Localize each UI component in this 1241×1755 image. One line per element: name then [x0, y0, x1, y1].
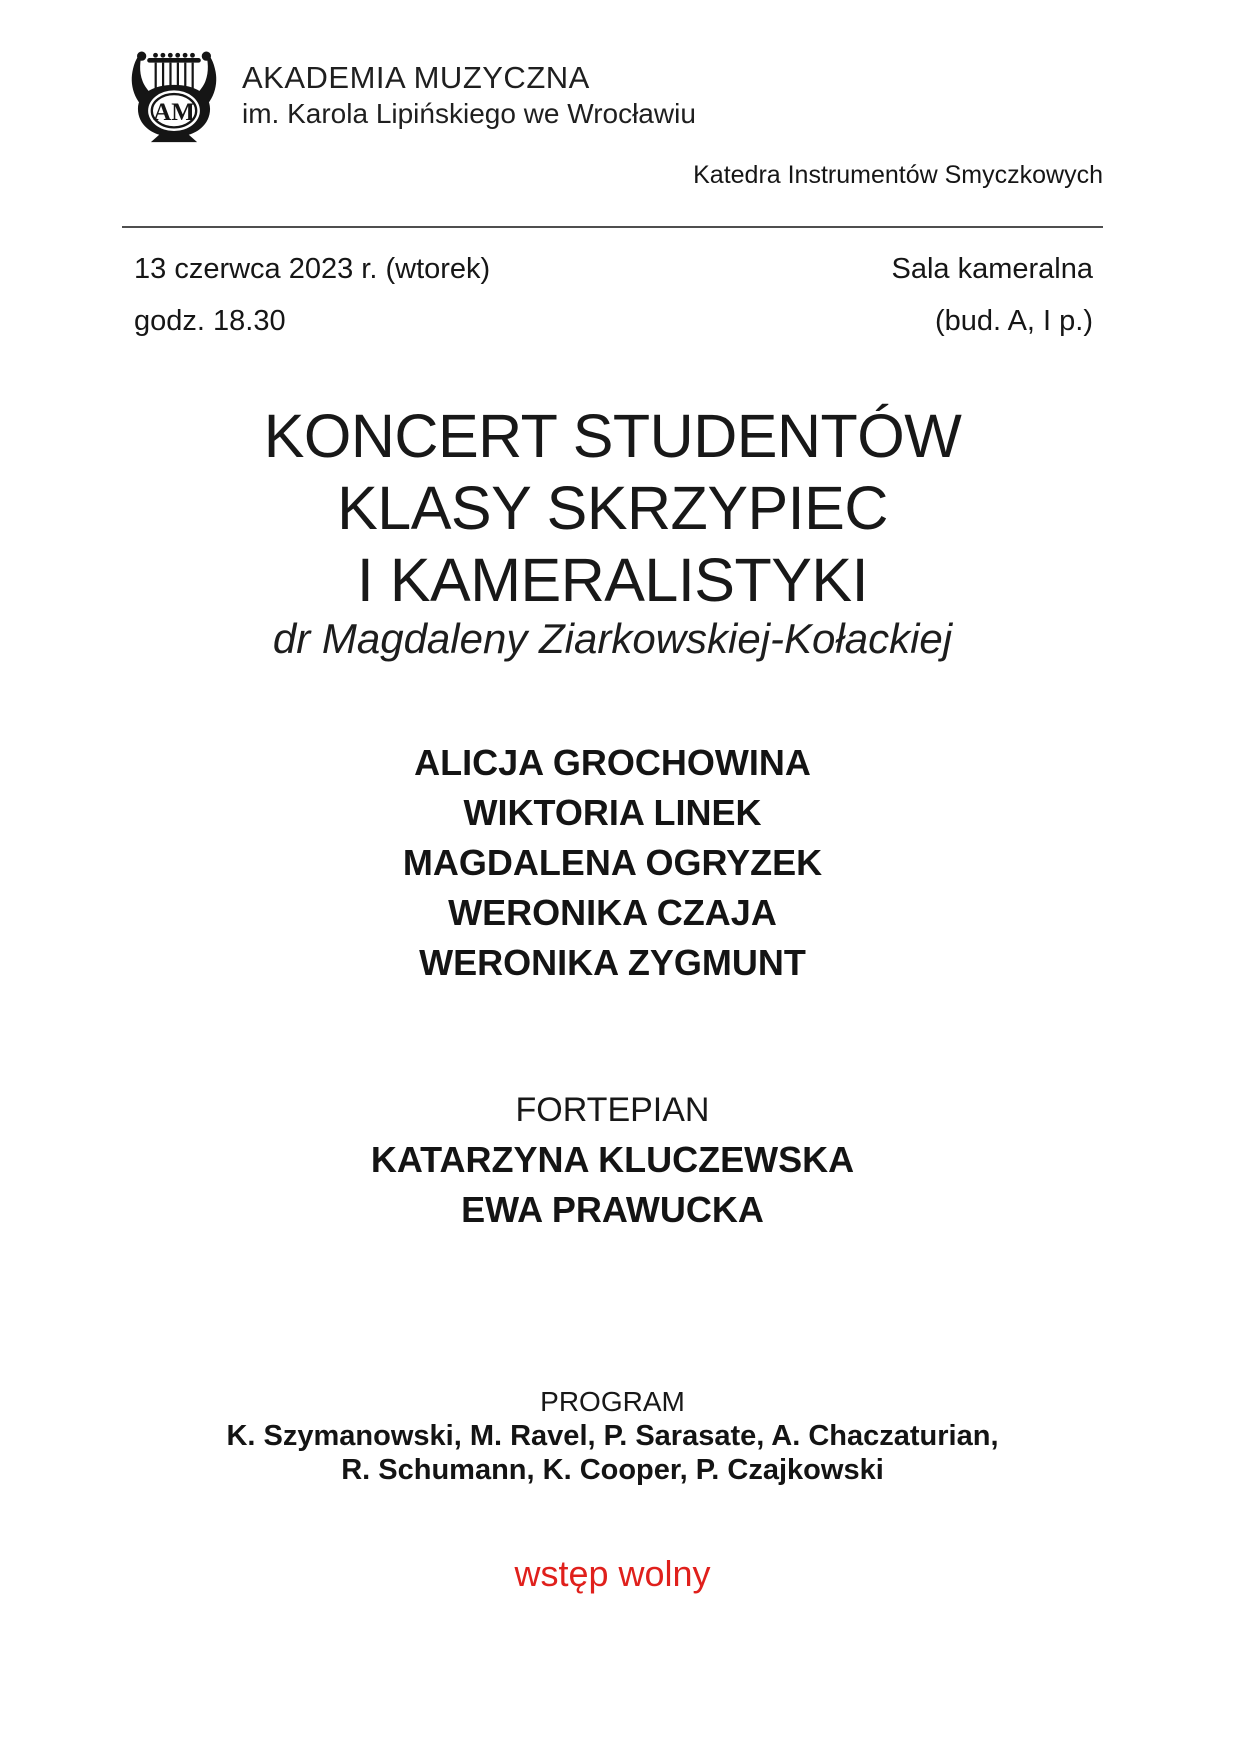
concert-title-subtitle: dr Magdaleny Ziarkowskiej-Kołackiej [272, 615, 953, 662]
program-composers-line-1: K. Szymanowski, M. Ravel, P. Sarasate, A. Chaczaturian, [226, 1420, 999, 1452]
piano-section-heading: FORTEPIAN [515, 1091, 710, 1129]
admission-note: wstęp wolny [514, 1553, 711, 1594]
poster-body [122, 400, 1103, 1595]
org-name: AKADEMIA MUZYCZNA [242, 60, 590, 95]
lyre-logo-icon [122, 46, 226, 144]
program-composers-line-2: R. Schumann, K. Cooper, P. Czajkowski [341, 1454, 884, 1486]
page-header [122, 44, 1103, 338]
event-info-row-1 [122, 252, 1103, 286]
concert-title-line-3: I KAMERALISTYKI [356, 546, 869, 614]
org-titles [242, 59, 696, 131]
event-venue-detail: (bud. A, I p.) [935, 305, 1093, 337]
program-section [122, 1385, 1103, 1487]
performer-name: WERONIKA CZAJA [448, 892, 777, 933]
pianist-name: KATARZYNA KLUCZEWSKA [370, 1139, 855, 1180]
pianist-name: EWA PRAWUCKA [461, 1189, 764, 1230]
org-subtitle: im. Karola Lipińskiego we Wrocławiu [242, 98, 696, 129]
program-heading: PROGRAM [540, 1386, 685, 1417]
performer-name: WERONIKA ZYGMUNT [419, 942, 806, 983]
performer-name: WIKTORIA LINEK [463, 792, 762, 833]
event-venue: Sala kameralna [891, 253, 1093, 285]
header-divider [122, 226, 1103, 228]
concert-title [122, 400, 1103, 616]
department-name: Katedra Instrumentów Smyczkowych [693, 161, 1103, 189]
logo-monogram: AM [153, 98, 195, 126]
event-time: godz. 18.30 [134, 305, 286, 337]
piano-section [122, 1085, 1103, 1235]
event-date: 13 czerwca 2023 r. (wtorek) [134, 253, 491, 285]
concert-title-line-2: KLASY SKRZYPIEC [337, 474, 888, 542]
performer-name: ALICJA GROCHOWINA [414, 742, 811, 783]
performers-list [122, 738, 1103, 988]
academy-logo-block [122, 44, 1103, 146]
concert-title-line-1: KONCERT STUDENTÓW [263, 402, 962, 470]
event-info-row-2 [122, 304, 1103, 338]
performer-name: MAGDALENA OGRYZEK [402, 842, 823, 883]
